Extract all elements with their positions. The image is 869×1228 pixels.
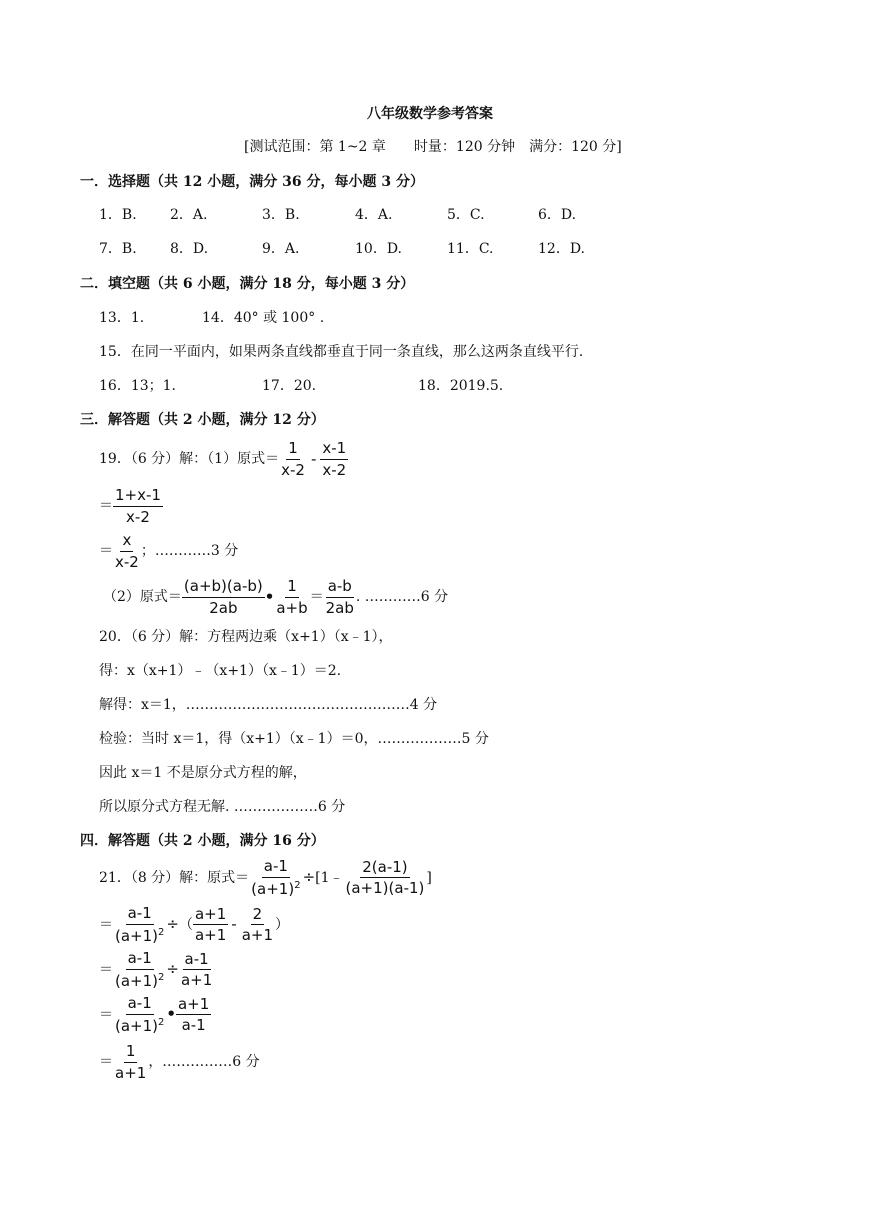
numerator: a-1 xyxy=(126,995,154,1015)
denominator: a+1 xyxy=(180,971,213,989)
numerator: 1 xyxy=(285,578,299,598)
divide-sign: ÷ xyxy=(166,960,179,978)
q20-line-2: 得：x（x+1）﹣（x+1）（x﹣1）＝2. xyxy=(99,663,342,679)
divide-sign: ÷ xyxy=(166,915,179,933)
denominator: x-2 xyxy=(322,460,347,479)
right-bracket: ] xyxy=(426,869,432,886)
fraction xyxy=(193,906,228,944)
multiply-dot: • xyxy=(166,1005,176,1023)
q21-line-5 xyxy=(99,1043,260,1081)
numerator: a-b xyxy=(326,578,354,598)
fraction xyxy=(324,578,356,616)
minus-sign: - xyxy=(231,915,237,933)
fraction xyxy=(320,440,348,478)
exponent: 2 xyxy=(158,1016,165,1028)
fraction xyxy=(113,950,166,989)
answer-9: 9．A. xyxy=(262,241,300,257)
answer-8: 8．D. xyxy=(170,241,209,257)
denominator xyxy=(249,878,302,898)
q21-line-1 xyxy=(99,858,432,897)
numerator: a-1 xyxy=(126,950,154,970)
numerator: a-1 xyxy=(262,858,290,878)
denominator: x-2 xyxy=(126,507,150,526)
page-title: 八年级数学参考答案 xyxy=(367,106,493,122)
denominator: a+1 xyxy=(194,926,227,944)
numerator: (a+b)(a-b) xyxy=(182,578,265,598)
right-paren: ） xyxy=(275,916,290,933)
section-heading-solve-1: 三．解答题（共 2 小题，满分 12 分） xyxy=(80,412,325,428)
answer-3: 3．B. xyxy=(262,207,300,223)
denominator xyxy=(113,970,166,990)
answer-1: 1．B. xyxy=(99,207,137,223)
denominator: a+b xyxy=(276,598,308,617)
multiply-dot: • xyxy=(264,587,275,606)
fraction xyxy=(176,996,211,1034)
left-bracket: [1﹣ xyxy=(315,869,344,886)
equals-sign: ＝ xyxy=(309,589,324,605)
numerator: a-1 xyxy=(183,951,211,971)
answer-16: 16．13；1. xyxy=(99,378,176,394)
score-note: . …………6 分 xyxy=(355,589,449,605)
equals-sign: ＝ xyxy=(99,498,113,514)
answer-7: 7．B. xyxy=(99,241,137,257)
answer-2: 2．A. xyxy=(170,207,208,223)
equals-sign: ＝ xyxy=(99,961,113,978)
minus-sign: - xyxy=(310,449,317,468)
answer-17: 17．20. xyxy=(262,378,317,394)
denominator-base: (a+1) xyxy=(115,971,159,990)
numerator: 1+x-1 xyxy=(113,487,163,507)
q19-line-3 xyxy=(99,532,238,570)
exponent: 2 xyxy=(158,926,165,938)
fraction xyxy=(113,905,166,944)
q19-intro: 19．（6 分）解：（1）原式＝ xyxy=(99,451,280,467)
q20-line-4: 检验：当时 x＝1，得（x+1）（x﹣1）＝0，………………5 分 xyxy=(99,731,489,747)
fraction xyxy=(182,578,265,616)
fraction xyxy=(274,578,309,616)
q20-line-3: 解得：x＝1，…………………………………………4 分 xyxy=(99,697,438,713)
fraction xyxy=(249,858,302,897)
answer-13: 13．1. xyxy=(99,310,145,326)
q21-line-3 xyxy=(99,950,214,989)
numerator: a+1 xyxy=(193,906,228,926)
denominator: 2ab xyxy=(209,598,238,617)
denominator: a+1 xyxy=(115,1063,147,1082)
fraction xyxy=(113,1043,148,1081)
denominator: x-2 xyxy=(281,460,305,479)
numerator: x-1 xyxy=(320,440,348,460)
numerator: a+1 xyxy=(176,996,211,1016)
denominator xyxy=(113,925,166,945)
equals-sign: ＝ xyxy=(99,1054,113,1070)
score-note: ，……………6 分 xyxy=(148,1054,260,1070)
numerator: x xyxy=(120,532,133,552)
equals-sign: ＝ xyxy=(99,916,113,933)
q19-part-2 xyxy=(103,578,448,616)
answer-10: 10．D. xyxy=(355,241,402,257)
q19-part2-intro: （2）原式＝ xyxy=(103,589,182,605)
equals-sign: ＝ xyxy=(99,1006,113,1023)
fraction xyxy=(179,951,214,989)
answer-6: 6．D. xyxy=(538,207,577,223)
answer-12: 12．D. xyxy=(538,241,585,257)
fraction xyxy=(113,487,163,525)
q20-line-5: 因此 x＝1 不是原分式方程的解， xyxy=(99,765,307,781)
equals-sign: ＝ xyxy=(99,543,113,559)
q20-line-6: 所以原分式方程无解. ………………6 分 xyxy=(99,799,346,815)
q19-line-1 xyxy=(99,440,348,478)
answer-14: 14．40° 或 100° . xyxy=(202,310,325,326)
answer-4: 4．A. xyxy=(355,207,393,223)
divide-sign: ÷ xyxy=(302,868,316,886)
numerator: 2 xyxy=(251,906,265,926)
denominator: (a+1)(a-1) xyxy=(345,879,425,897)
score-note: ；…………3 分 xyxy=(140,543,239,559)
answer-15: 15．在同一平面内，如果两条直线都垂直于同一条直线，那么这两条直线平行. xyxy=(99,344,584,360)
exponent: 2 xyxy=(158,971,165,983)
section-heading-fill: 二．填空题（共 6 小题，满分 18 分，每小题 3 分） xyxy=(80,276,415,292)
answer-18: 18．2019.5. xyxy=(418,378,504,394)
numerator: 1 xyxy=(286,440,300,460)
fraction xyxy=(240,906,275,944)
q21-intro: 21．（8 分）解：原式＝ xyxy=(99,869,250,886)
numerator: a-1 xyxy=(126,905,154,925)
fraction xyxy=(344,859,427,897)
fraction xyxy=(113,532,141,570)
denominator-base: (a+1) xyxy=(251,879,295,898)
q21-line-2 xyxy=(99,905,289,944)
test-info: [测试范围：第 1~2 章 时量：120 分钟 满分：120 分] xyxy=(244,139,622,155)
denominator: a+1 xyxy=(241,926,274,944)
section-heading-solve-2: 四．解答题（共 2 小题，满分 16 分） xyxy=(80,833,325,849)
denominator: x-2 xyxy=(115,552,139,571)
exponent: 2 xyxy=(294,879,301,891)
denominator-base: (a+1) xyxy=(115,1016,159,1035)
section-heading-choice: 一．选择题（共 12 小题，满分 36 分，每小题 3 分） xyxy=(80,174,424,190)
answer-5: 5．C. xyxy=(447,207,485,223)
left-paren: （ xyxy=(178,916,193,933)
q20-line-1: 20．（6 分）解：方程两边乘（x+1）（x﹣1）， xyxy=(99,629,393,645)
numerator: 1 xyxy=(124,1043,138,1063)
q21-line-4 xyxy=(99,995,211,1034)
denominator: a-1 xyxy=(181,1016,206,1034)
answer-11: 11．C. xyxy=(447,241,494,257)
fraction xyxy=(113,995,166,1034)
denominator-base: (a+1) xyxy=(115,926,159,945)
numerator: 2(a-1) xyxy=(360,859,409,879)
fraction xyxy=(279,440,307,478)
denominator xyxy=(113,1015,166,1035)
denominator: 2ab xyxy=(325,598,354,617)
q19-line-2 xyxy=(99,487,163,525)
